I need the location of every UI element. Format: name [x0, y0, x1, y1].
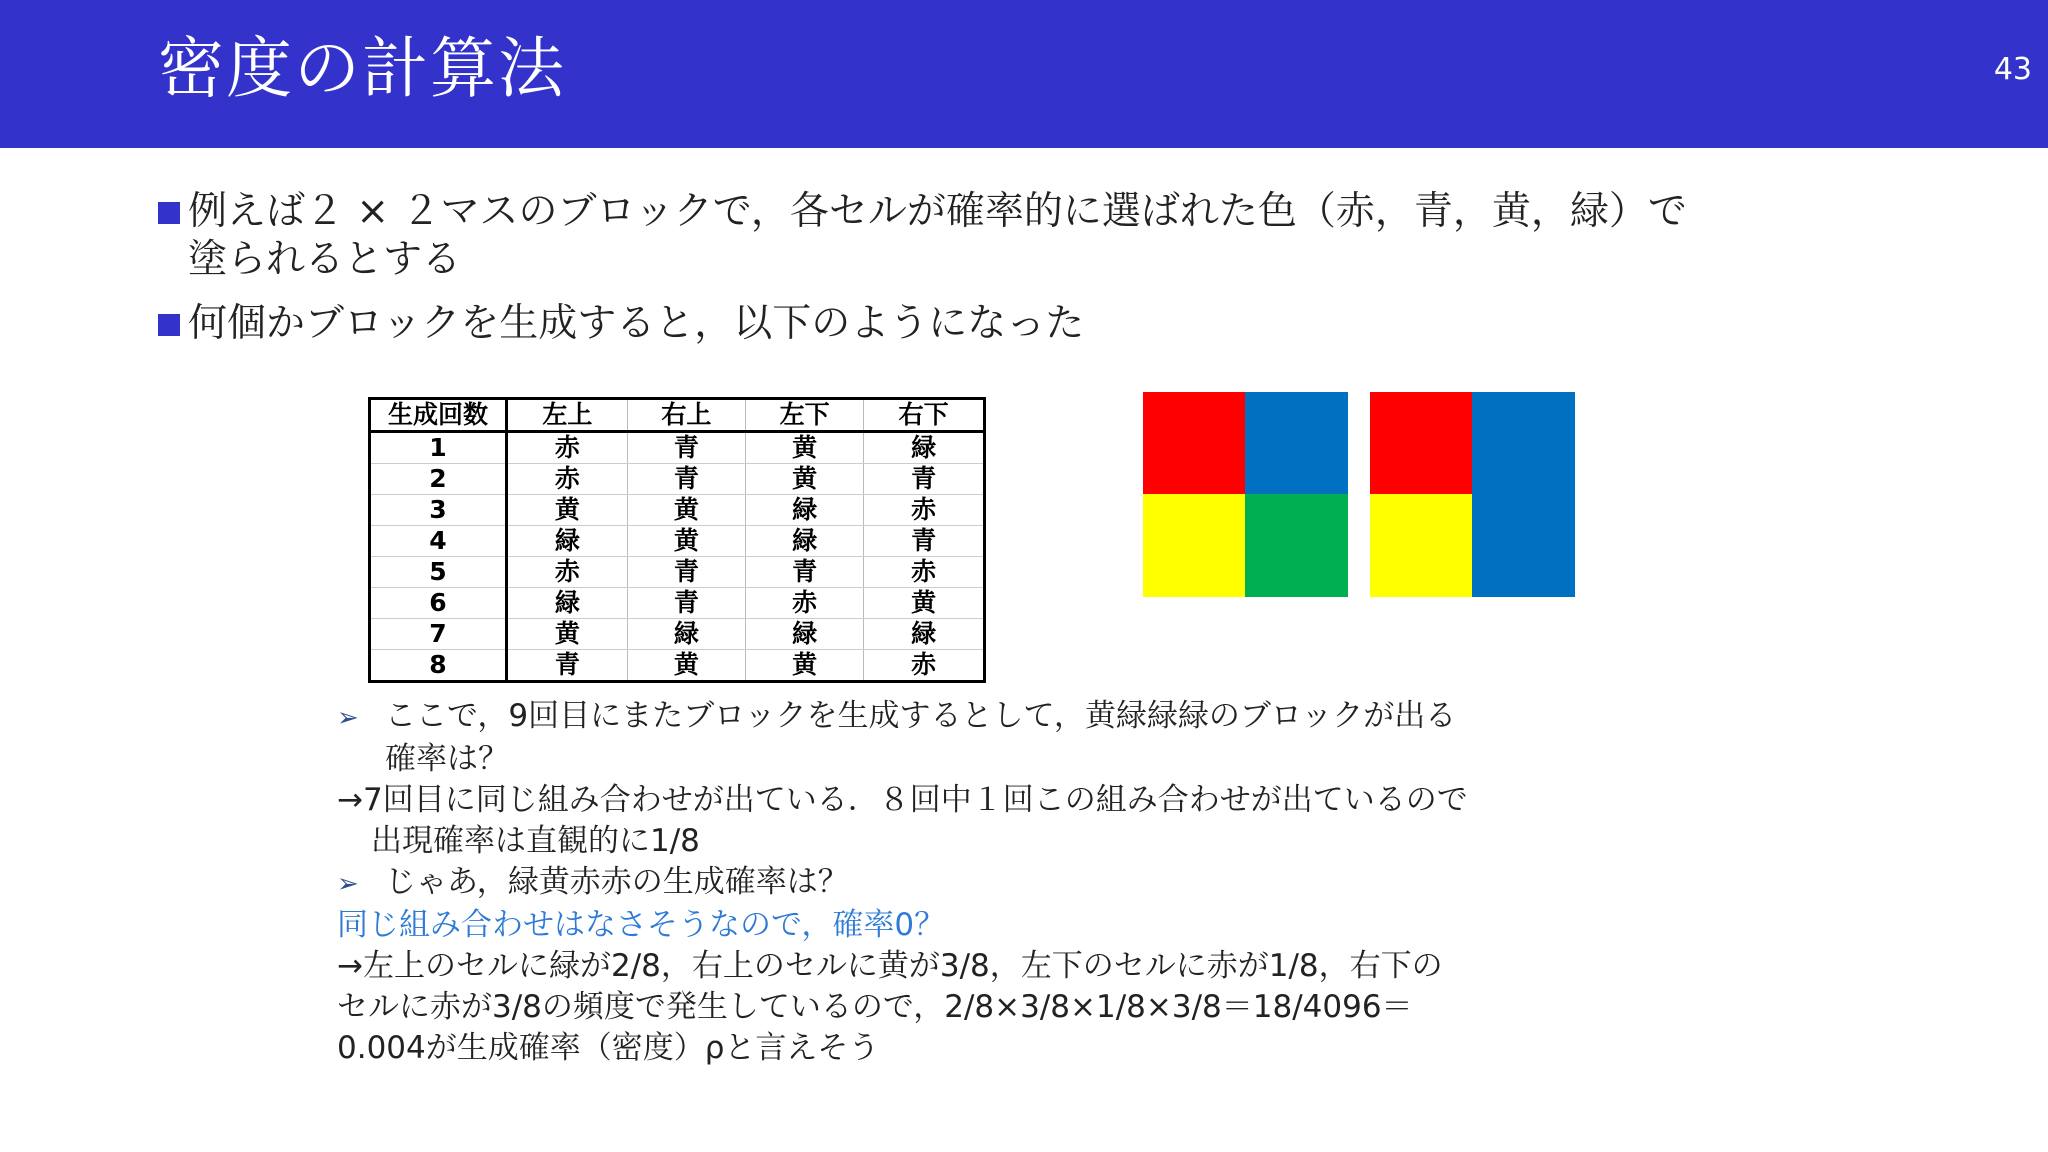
- table-cell: 黄: [627, 526, 745, 557]
- square-bullet-icon: [158, 314, 180, 336]
- table-cell: 1: [370, 432, 507, 464]
- arrow-bullet-icon: ➢: [337, 703, 359, 733]
- bullet-item-2: [158, 300, 1858, 348]
- block-2-bottom-right-cell: [1472, 494, 1575, 597]
- header-bottom-left: 左下: [745, 399, 863, 432]
- header-top-right: 右上: [627, 399, 745, 432]
- answer-1-line-2: 出現確率は直観的に1/8: [371, 823, 700, 859]
- table-row: [370, 619, 985, 650]
- table-row: [370, 526, 985, 557]
- bullet-list: [158, 188, 1858, 364]
- block-1-top-right-cell: [1245, 392, 1348, 494]
- table-row: [370, 650, 985, 682]
- table-cell: 赤: [864, 650, 985, 682]
- square-bullet-icon: [158, 202, 180, 224]
- table-cell: 黄: [507, 619, 628, 650]
- color-block-2: [1370, 392, 1575, 597]
- title-bar: [0, 0, 2048, 148]
- table-cell: 緑: [745, 619, 863, 650]
- table-cell: 青: [864, 464, 985, 495]
- table-cell: 青: [745, 557, 863, 588]
- table-header-row: [370, 399, 985, 432]
- question-1: ➢ ここで，9回目にまたブロックを生成するとして，黄緑緑緑のブロックが出る: [337, 696, 1637, 739]
- question-1-line-2: 確率は？: [385, 741, 509, 777]
- bullet-1-line-1: 例えば２ × ２マスのブロックで，各セルが確率的に選ばれた色（赤，青，黄，緑）で: [188, 189, 1687, 234]
- bullet-1-line-2: 塗られるとする: [188, 237, 462, 282]
- table-cell: 黄: [745, 464, 863, 495]
- table-cell: 黄: [745, 650, 863, 682]
- block-1-bottom-right-cell: [1245, 494, 1348, 597]
- table-cell: 8: [370, 650, 507, 682]
- block-2-top-left-cell: [1370, 392, 1472, 494]
- table-cell: 黄: [864, 588, 985, 619]
- table-cell: 赤: [864, 557, 985, 588]
- table-cell: 緑: [627, 619, 745, 650]
- table-row: [370, 464, 985, 495]
- table-row: [370, 495, 985, 526]
- block-1-top-left-cell: [1143, 392, 1245, 494]
- table-cell: 4: [370, 526, 507, 557]
- table-cell: 赤: [507, 432, 628, 464]
- answer-2-line-1: →左上のセルに緑が2/8，右上のセルに黄が3/8，左下のセルに赤が1/8，右下の: [337, 948, 1443, 984]
- table-cell: 緑: [507, 588, 628, 619]
- table-cell: 赤: [507, 464, 628, 495]
- guess-text: 同じ組み合わせはなさそうなので，確率0？: [337, 907, 946, 943]
- table-cell: 緑: [507, 526, 628, 557]
- table-cell: 黄: [745, 432, 863, 464]
- bullet-item-1: [158, 188, 1858, 284]
- color-block-1: [1143, 392, 1348, 597]
- arrow-bullet-icon: ➢: [337, 869, 359, 899]
- table-cell: 青: [627, 588, 745, 619]
- table-cell: 緑: [745, 526, 863, 557]
- table-cell: 青: [627, 432, 745, 464]
- bullet-2-line-1: 何個かブロックを生成すると，以下のようになった: [188, 301, 1085, 346]
- page-number: 43: [1993, 52, 2032, 87]
- table-cell: 2: [370, 464, 507, 495]
- block-2-top-right-cell: [1472, 392, 1575, 494]
- table-cell: 黄: [627, 495, 745, 526]
- block-2-bottom-left-cell: [1370, 494, 1472, 597]
- table-cell: 6: [370, 588, 507, 619]
- table-cell: 黄: [627, 650, 745, 682]
- slide-title: 密度の計算法: [158, 30, 566, 107]
- answer-2-line-3: 0.004が生成確率（密度）ρと言えそう: [337, 1030, 880, 1066]
- header-bottom-right: 右下: [864, 399, 985, 432]
- table-cell: 青: [627, 464, 745, 495]
- table-cell: 緑: [745, 495, 863, 526]
- table-row: [370, 588, 985, 619]
- table-cell: 緑: [864, 619, 985, 650]
- table-cell: 赤: [864, 495, 985, 526]
- answer-1-line-1: →7回目に同じ組み合わせが出ている．８回中１回この組み合わせが出ているので: [337, 782, 1468, 818]
- table-cell: 3: [370, 495, 507, 526]
- question-2: ➢ じゃあ，緑黄赤赤の生成確率は？: [337, 862, 1637, 905]
- generation-table: [368, 397, 986, 683]
- header-top-left: 左上: [507, 399, 628, 432]
- table-cell: 青: [864, 526, 985, 557]
- table-cell: 赤: [507, 557, 628, 588]
- table-cell: 5: [370, 557, 507, 588]
- table-cell: 青: [507, 650, 628, 682]
- explanation-notes: [337, 696, 1637, 1069]
- table-cell: 7: [370, 619, 507, 650]
- table-cell: 赤: [745, 588, 863, 619]
- table-cell: 青: [627, 557, 745, 588]
- table-cell: 黄: [507, 495, 628, 526]
- table-row: [370, 557, 985, 588]
- table-cell: 緑: [864, 432, 985, 464]
- table-row: [370, 432, 985, 464]
- header-count: 生成回数: [370, 399, 507, 432]
- answer-2-line-2: セルに赤が3/8の頻度で発生しているので，2/8×3/8×1/8×3/8＝18/4096＝: [337, 989, 1413, 1025]
- block-1-bottom-left-cell: [1143, 494, 1245, 597]
